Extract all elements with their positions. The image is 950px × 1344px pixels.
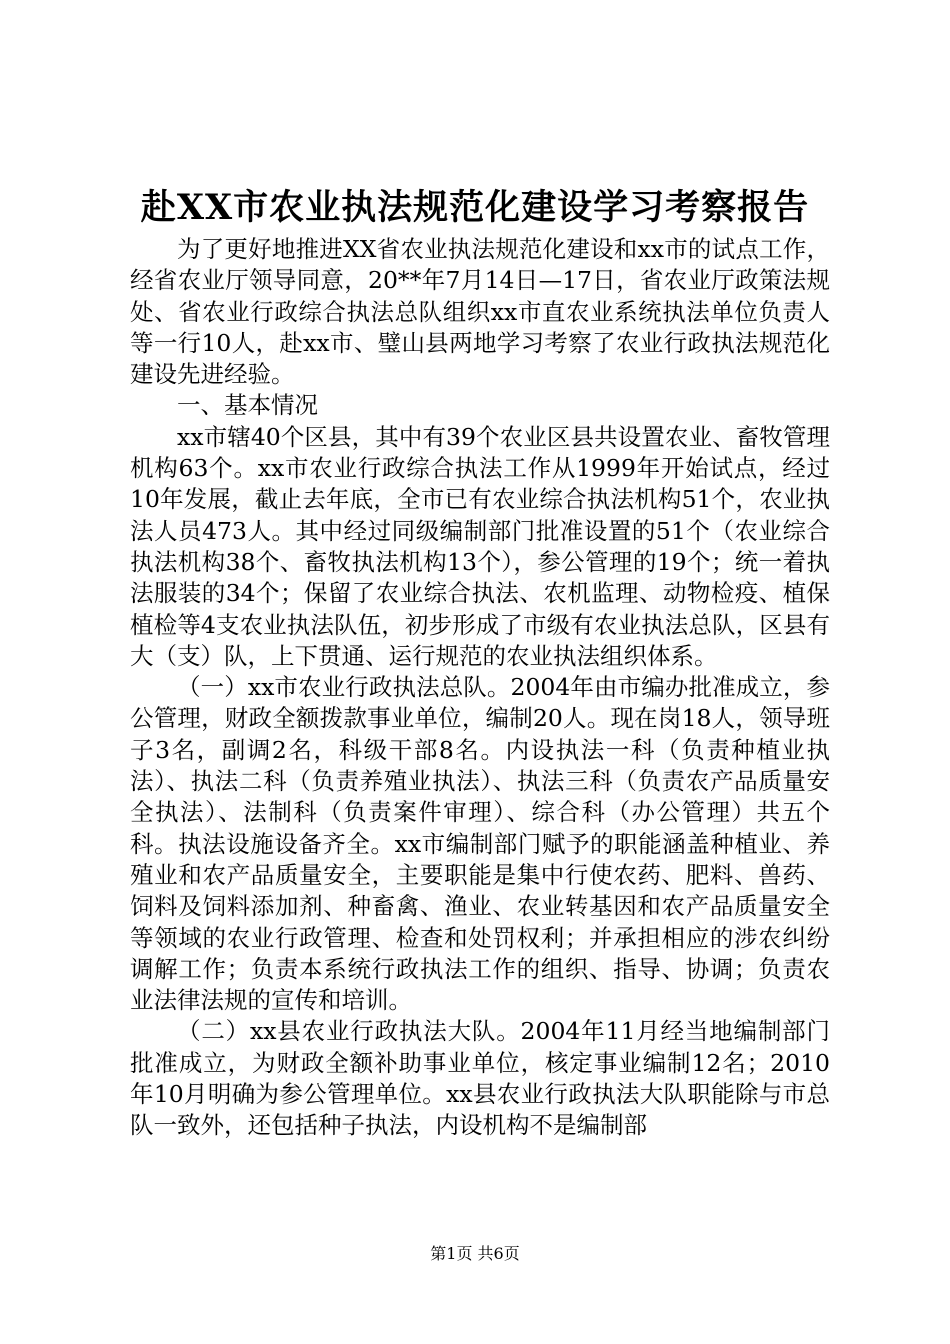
document-body (130, 234, 830, 1142)
body-paragraph: （一）xx市农业行政执法总队。2004年由市编办批准成立，参公管理，财政全额拨款事业单位，编制20人。现在岗18人，领导班子3名，副调2名，科级干部8名。内设执法一科（负责种植业执法）、执法二科（负责养殖业执法）、执法三科（负责农产品质量安全执法）、法制科（负责案件审理）、综合科（办公管理）共五个科。执法设施设备齐全。xx市编制部门赋予的职能涵盖种植业、养殖业和农产品质量安全，主要职能是集中行使农药、肥料、兽药、饲料及饲料添加剂、种畜禽、渔业、农业转基因和农产品质量安全等领域的农业行政管理、检查和处罚权利；并承担相应的涉农纠纷调解工作；负责本系统行政执法工作的组织、指导、协调；负责农业法律法规的宣传和培训。 (130, 673, 830, 1015)
body-paragraph: xx市辖40个区县，其中有39个农业区县共设置农业、畜牧管理机构63个。xx市农业行政综合执法工作从1999年开始试点，经过10年发展，截止去年底，全市已有农业综合执法机构51个，农业执法人员473人。其中经过同级编制部门批准设置的51个（农业综合执法机构38个、畜牧执法机构13个），参公管理的19个；统一着执法服装的34个；保留了农业综合执法、农机监理、动物检疫、植保植检等4支农业执法队伍，初步形成了市级有农业执法总队，区县有大（支）队，上下贯通、运行规范的农业执法组织体系。 (130, 422, 830, 670)
body-paragraph: （二）xx县农业行政执法大队。2004年11月经当地编制部门批准成立，为财政全额补助事业单位，核定事业编制12名；2010年10月明确为参公管理单位。xx县农业行政执法大队职能除与市总队一致外，还包括种子执法，内设机构不是编制部 (130, 1017, 830, 1140)
section-heading: 一、基本情况 (177, 391, 318, 420)
document-title: 赴XX市农业执法规范化建设学习考察报告 (140, 187, 810, 228)
intro-paragraph: 为了更好地推进XX省农业执法规范化建设和xx市的试点工作，经省农业厅领导同意，20**年7月14日—17日，省农业厅政策法规处、省农业行政综合执法总队组织xx市直农业系统执法单位负责人等一行10人，赴xx市、璧山县两地学习考察了农业行政执法规范化建设先进经验。 (130, 235, 830, 389)
page-number: 第1页 共6页 (430, 1244, 520, 1263)
